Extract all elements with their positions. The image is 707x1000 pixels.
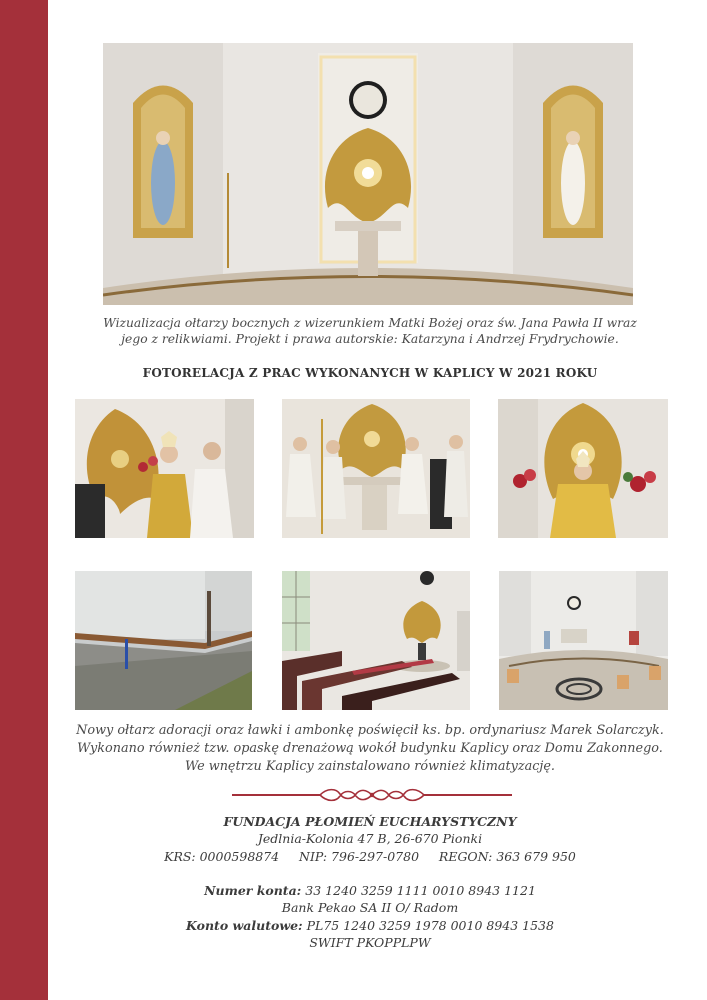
account-number: 33 1240 3259 1111 0010 8943 1121 — [305, 883, 536, 898]
chapel-interior-photo — [499, 571, 668, 710]
fx-account-label: Konto walutowe: — [186, 917, 303, 933]
top-photo-caption — [70, 315, 670, 347]
swift-code: SWIFT PKOPPLPW — [309, 935, 431, 951]
bank-name: Bank Pekao SA II O/ Radom — [281, 900, 459, 916]
bottom-photos-caption — [70, 722, 670, 776]
chapel-pews-photo — [282, 571, 470, 710]
caption-line: We wnętrzu Kaplicy zainstalowano również klimatyzację. — [184, 759, 556, 774]
foundation-info — [70, 813, 670, 865]
section-title: FOTORELACJA Z PRAC WYKONANYCH W KAPLICY W 2021 ROKU — [142, 366, 598, 380]
fx-account-line — [70, 917, 670, 934]
account-line — [70, 882, 670, 899]
altar-visualization-photo — [103, 43, 633, 305]
nip-number: NIP: 796-297-0780 — [299, 848, 420, 864]
fx-account-number: PL75 1240 3259 1978 0010 8943 1538 — [306, 917, 554, 933]
bishop-blessing-photo — [75, 399, 254, 538]
mass-at-altar-photo — [282, 399, 470, 538]
caption-line: Nowy ołtarz adoracji oraz ławki i ambonkę poświęcił ks. bp. ordynariusz Marek Solarczyk. — [76, 723, 664, 738]
account-label: Numer konta: — [204, 883, 302, 898]
drainage-band-photo — [75, 571, 252, 710]
krs-number: KRS: 0000598874 — [164, 848, 280, 864]
altar-with-flowers-photo — [498, 399, 668, 538]
caption-line: Wizualizacja ołtarzy bocznych z wizerunkiem Matki Bożej oraz św. Jana Pawła II wraz — [103, 316, 637, 330]
bank-info — [70, 882, 670, 952]
decorative-divider-ornament — [232, 786, 512, 804]
organization-name: FUNDACJA PŁOMIEŃ EUCHARYSTYCZNY — [223, 814, 517, 829]
caption-line: jego z relikwiami. Projekt i prawa autorskie: Katarzyna i Andrzej Frydrychowie. — [121, 332, 619, 346]
organization-address: Jedlnia-Kolonia 47 B, 26-670 Pionki — [257, 831, 483, 847]
caption-line: Wykonano również tzw. opaskę drenażową wokół budynku Kaplicy oraz Domu Zakonnego. — [77, 741, 663, 756]
regon-number: REGON: 363 679 950 — [438, 848, 576, 864]
registry-numbers — [70, 848, 670, 865]
side-color-band — [0, 0, 48, 1000]
